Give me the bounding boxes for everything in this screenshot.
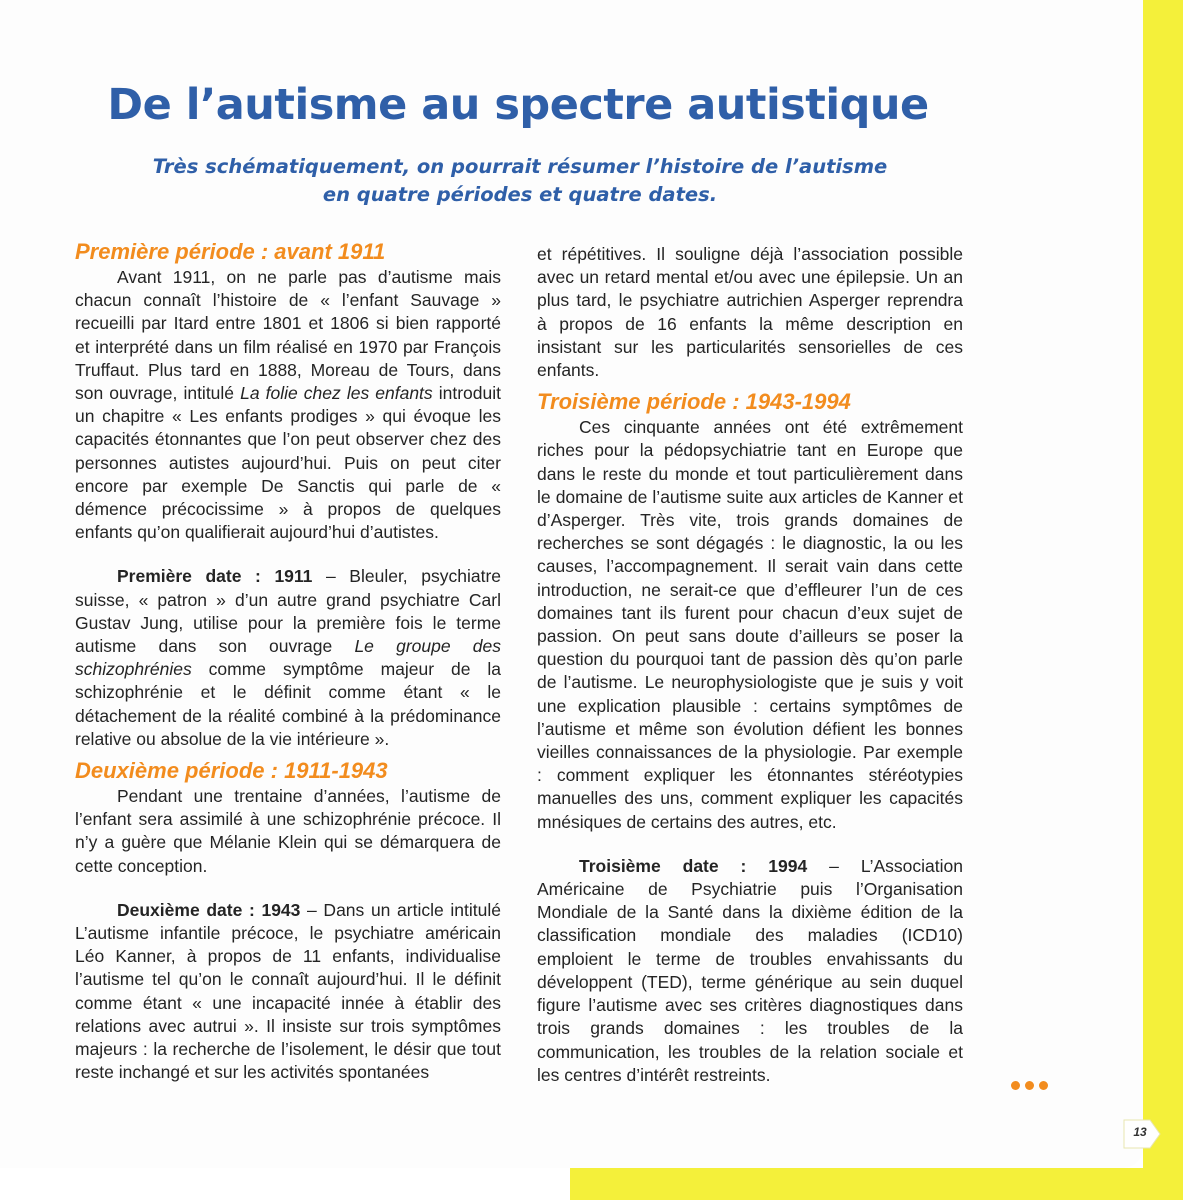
paragraph-period-3: Ces cinquante années ont été extrêmement riches pour la pédopsychiatrie tant en Europe que dans le reste du monde et tout particulièrement dans le domaine de l’autisme suite aux articles de Kanner et d’Asperger. Très vite, trois grands domaines de recherches se sont dégagés : le diagnostic, la ou les causes, l’accompagnement. Il serait vain dans cette introduction, ne serait-ce que d’effleurer l’un de ces domaines tant ils furent pour chacun d’eux sujet de passion. On peut sans doute d’ailleurs se poser la question du pourquoi tant de passion dès qu’on parle de l’autisme. Le neurophysiologiste que je suis y voit une explication plausible : certains symptômes de l’autisme et même son évolution défient les bonnes vieilles connaissances de la physiologie. Par exemple : comment expliquer les étonnantes stéréotypies manuelles des uns, comment expliquer les capacités mnésiques de certains des autres, etc. [537,417,963,832]
section-heading-period-1: Première période : avant 1911 [75,239,386,264]
right-accent-strip [1143,0,1183,1200]
paragraph-date-2: Deuxième date : 1943 – Dans un article intitulé L’autisme infantile précoce, le psychiatre américain Léo Kanner, à propos de 11 enfants, individualise l’autisme tel qu’on le connaît aujourd’hui. Il le définit comme étant « une incapacité innée à établir des relations avec autrui ». Il insiste sur trois symptômes majeurs : la recherche de l’isolement, le désir que tout reste inchangé et sur les activités spontanées [75,899,501,1083]
paragraph-period-1: Avant 1911, on ne parle pas d’autisme mais chacun connaît l’histoire de « l’enfant Sauvage » recueilli par Itard entre 1801 et 1806 si bien rapporté et interprété dans un film réalisé en 1970 par François Truffaut. Plus tard en 1888, Moreau de Tours, dans son ouvrage, intitulé La folie chez les enfants introduit un chapitre « Les enfants prodiges » qui évoque les capacités étonnantes que l’on peut observer chez des personnes autistes aujourd’hui. Puis on peut citer encore par exemple De Sanctis qui parle de « démence précocissime » à propos de quelques enfants qu’on qualifierait aujourd’hui d’autistes. [75,267,501,543]
date-1-lead: Première date : 1911 [117,566,313,587]
page-number: 13 [1133,1125,1147,1139]
right-column [537,243,963,1087]
page-title: De l’autisme au spectre autistique [107,80,929,130]
subtitle-line-1: Très schématiquement, on pourrait résumer l’histoire de l’autisme [152,155,888,178]
subtitle-line-2: en quatre périodes et quatre dates. [322,183,718,206]
left-column [75,238,501,1085]
paragraph-date-3: Troisième date : 1994 – L’Association Américaine de Psychiatrie puis l’Organisation Mondiale de la Santé dans la dixième édition de la classification mondiale des maladies (ICD10) emploient le terme de troubles envahissants du développent (TED), terme générique au sein duquel figure l’autisme avec ses critères diagnostiques dans trois grands domaines : les troubles de la communication, les troubles de la relation sociale et les centres d’intérêt restreints. [537,855,963,1085]
paragraph-date-2-continued: et répétitives. Il souligne déjà l’association possible avec un retard mental et/ou avec une épilepsie. Un an plus tard, le psychiatre autrichien Asperger reprendra à propos de 16 enfants la même description en insistant sur les particularités sensorielles de ces enfants. [537,244,963,381]
section-heading-period-3: Troisième période : 1943-1994 [537,389,851,415]
date-3-lead: Troisième date : 1994 [579,855,808,876]
continuation-dots-icon [1011,1078,1051,1092]
section-heading-period-2: Deuxième période : 1911-1943 [75,758,388,784]
paragraph-date-1: Première date : 1911 – Bleuler, psychiatre suisse, « patron » d’un autre grand psychiatre Carl Gustav Jung, utilise pour la première fois le terme autisme dans son ouvrage Le groupe des schizophrénies comme symptôme majeur de la schizophrénie et le définit comme étant « le détachement de la réalité combiné à la prédominance relative ou absolue de la vie intérieure ». [75,566,502,749]
paragraph-period-2: Pendant une trentaine d’années, l’autisme de l’enfant sera assimilé à une schizophrénie précoce. Il n’y a guère que Mélanie Klein qui se démarquera de cette conception. [75,786,501,876]
bottom-accent-strip [570,1168,1183,1200]
date-2-lead: Deuxième date : 1943 [117,899,301,920]
page-subtitle [140,153,900,209]
